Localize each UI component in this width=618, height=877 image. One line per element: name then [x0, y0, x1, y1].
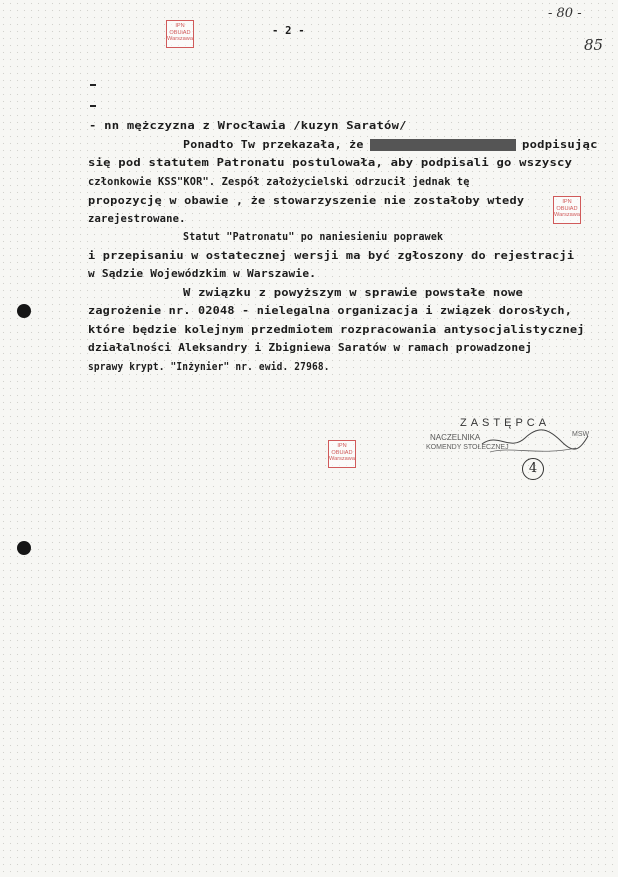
ipn-stamp-top: IPN OBUiAD Warszawa [166, 20, 194, 48]
body-line: zagrożenie nr. 02048 - nielegalna organizacja i związek dorosłych, [88, 305, 573, 317]
body-line: które będzie kolejnym przedmiotem rozpracowania antysocjalistycznej [88, 324, 585, 336]
redaction-bar [370, 139, 516, 151]
signature-line-4: MSW [572, 431, 590, 438]
punch-hole-bottom [17, 541, 31, 555]
page-number: - 2 - [272, 25, 305, 37]
body-line: sprawy krypt. "Inżynier" nr. ewid. 27968. [88, 361, 330, 373]
signature-title: ZASTĘPCA [460, 417, 551, 429]
signature-line-3: KOMENDY STOŁECZNEJ [426, 444, 509, 451]
body-line: działalności Aleksandry i Zbigniewa Saratów w ramach prowadzonej [88, 342, 533, 354]
punch-hole-top [17, 304, 31, 318]
signature-line-2: NACZELNIKA [430, 433, 481, 442]
body-line: w Sądzie Wojewódzkim w Warszawie. [88, 268, 317, 280]
circled-number: 4 [522, 458, 544, 480]
body-line: W związku z powyższym w sprawie powstałe nowe [183, 287, 524, 299]
ipn-stamp-middle: IPN OBUiAD Warszawa [328, 440, 356, 468]
body-line: Statut "Patronatu" po naniesieniu poprawek [183, 231, 444, 243]
body-line: propozycję w obawie , że stowarzyszenie nie zostałoby wtedy [88, 195, 525, 207]
body-line: podpisując [522, 139, 598, 151]
empty-bullet-dash [90, 105, 96, 107]
body-line: się pod statutem Patronatu postulowała, aby podpisali go wszyscy [88, 157, 573, 169]
body-line: zarejestrowane. [88, 213, 186, 225]
empty-bullet-dash [90, 84, 96, 86]
folio-secondary: 85 [584, 36, 604, 54]
signature-scribble [480, 422, 590, 462]
bullet-line: - nn mężczyzna z Wrocławia /kuzyn Saratów/ [89, 120, 407, 132]
body-line: członkowie KSS"KOR". Zespół założycielski odrzucił jednak tę [88, 176, 470, 188]
body-line: Ponadto Tw przekazała, że [183, 139, 364, 151]
folio-handwritten: - 80 - [548, 6, 582, 21]
body-line: i przepisaniu w ostatecznej wersji ma być zgłoszony do rejestracji [88, 250, 575, 262]
ipn-stamp-right: IPN OBUiAD Warszawa [553, 196, 581, 224]
